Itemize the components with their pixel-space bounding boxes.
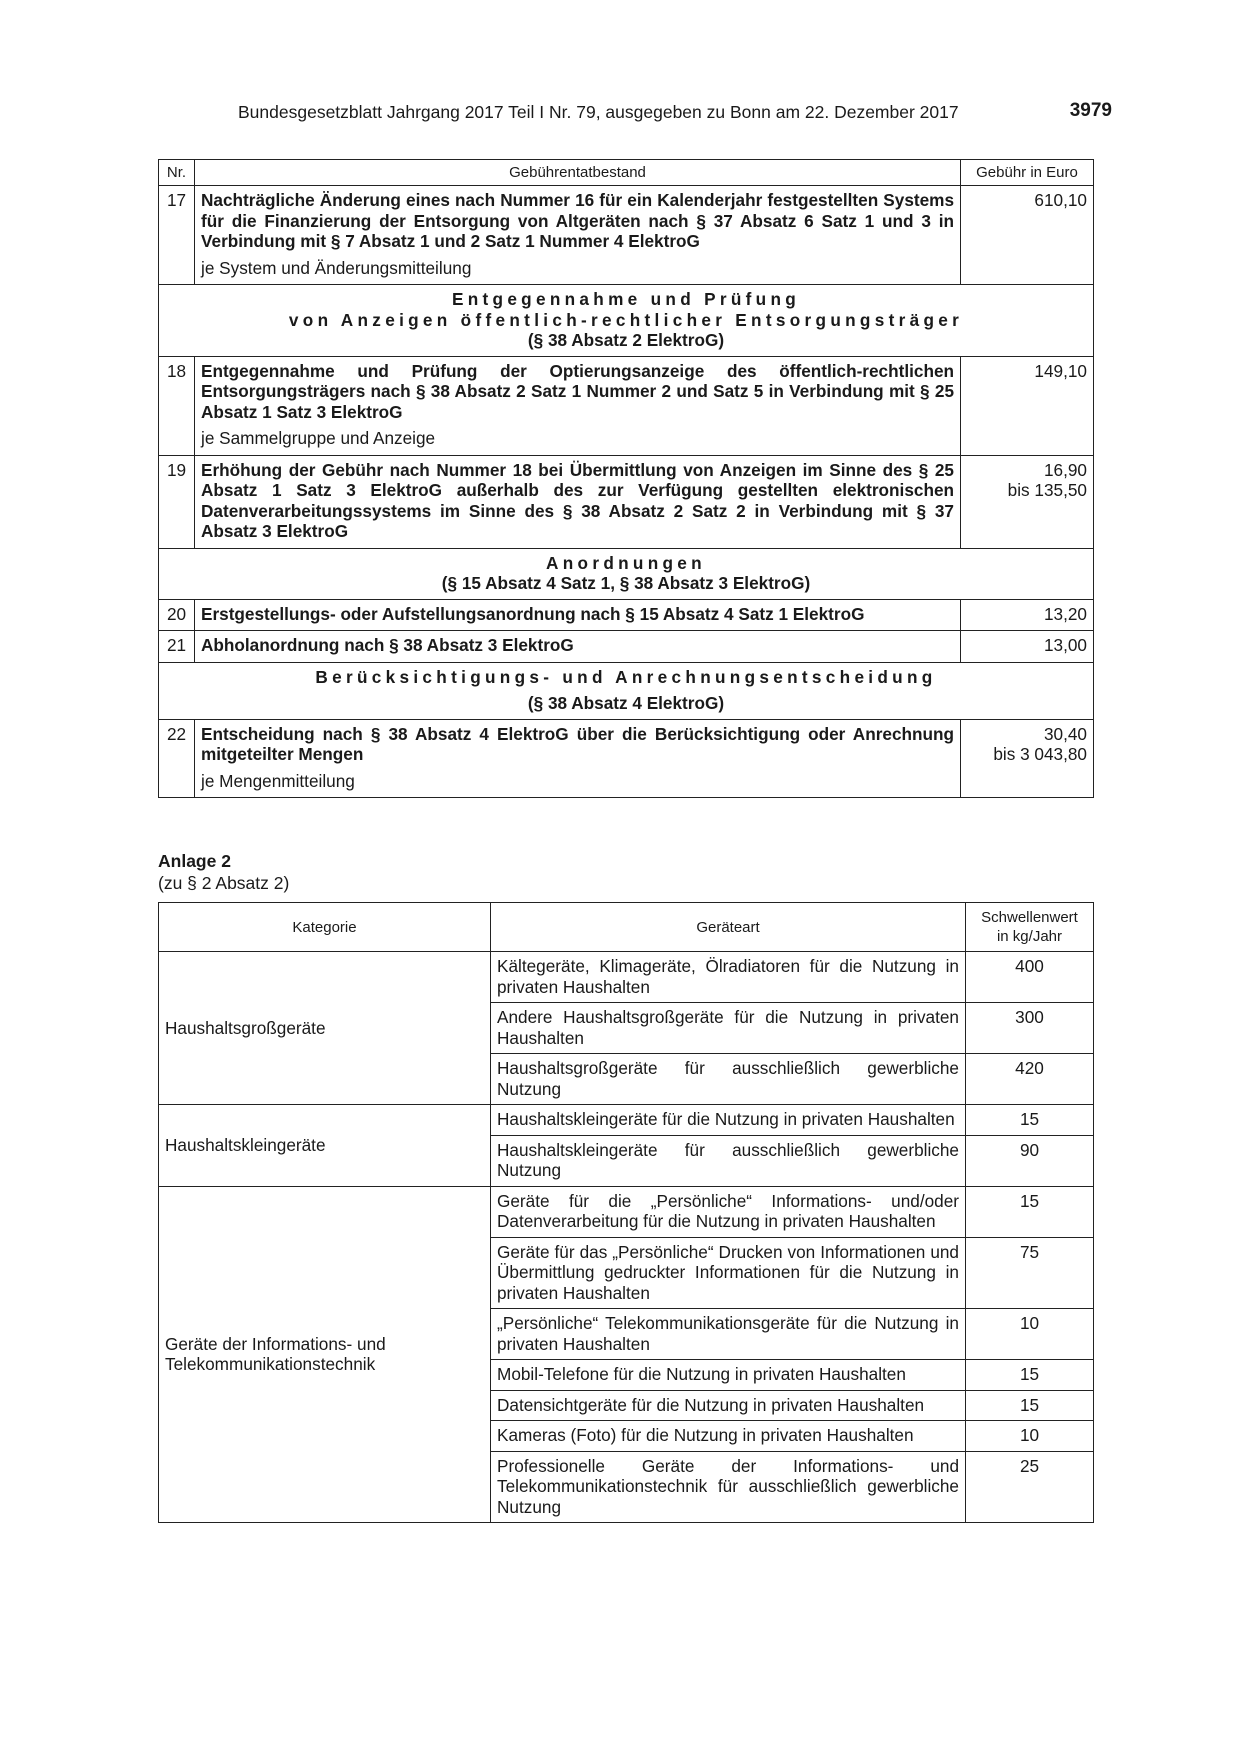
section-title: Berücksichtigungs- und Anrechnungsentscheidung <box>315 666 937 687</box>
threshold-value: 25 <box>966 1451 1094 1523</box>
running-header <box>238 100 1112 126</box>
device-type: Geräte für die „Persönliche“ Informations- und/oder Datenverarbeitung für die Nutzung in privaten Haushalten <box>491 1186 966 1237</box>
threshold-table <box>158 902 1094 1523</box>
threshold-value: 400 <box>966 952 1094 1003</box>
row-number: 21 <box>159 631 195 663</box>
section-heading <box>159 285 1094 357</box>
table-row <box>159 186 1094 285</box>
threshold-value: 15 <box>966 1360 1094 1391</box>
fee-description <box>195 719 961 798</box>
fee-amount: 149,10 <box>961 356 1094 455</box>
section-reference: (§ 15 Absatz 4 Satz 1, § 38 Absatz 3 ElektroG) <box>441 573 811 593</box>
fee-basis: je Sammelgruppe und Anzeige <box>201 428 436 448</box>
section-subtitle: von Anzeigen öffentlich-rechtlicher Entsorgungsträger <box>288 309 964 330</box>
column-header-nr: Nr. <box>159 160 195 186</box>
fee-description <box>195 631 961 663</box>
table-row <box>159 719 1094 798</box>
category-line: Geräte der Informations- und <box>165 1333 386 1354</box>
threshold-value: 90 <box>966 1135 1094 1186</box>
row-number: 22 <box>159 719 195 798</box>
device-type: „Persönliche“ Telekommunikationsgeräte für die Nutzung in privaten Haushalten <box>491 1309 966 1360</box>
fee-amount <box>961 455 1094 548</box>
device-type: Haushaltskleingeräte für ausschließlich gewerbliche Nutzung <box>491 1135 966 1186</box>
section-heading-row <box>159 548 1094 599</box>
row-number: 18 <box>159 356 195 455</box>
column-header-schwellenwert <box>966 903 1094 952</box>
fee-title: Entscheidung nach § 38 Absatz 4 ElektroG über die Berücksichtigung oder Anrechnung mitgeteilter Mengen <box>201 723 954 764</box>
fee-amount: 13,00 <box>961 631 1094 663</box>
category-cell: Haushaltsgroßgeräte <box>159 952 491 1105</box>
threshold-value: 15 <box>966 1186 1094 1237</box>
fee-description <box>195 356 961 455</box>
fee-amount <box>961 719 1094 798</box>
fee-title: Erhöhung der Gebühr nach Nummer 18 bei Übermittlung von Anzeigen im Sinne des § 25 Absatz 1 Satz 3 ElektroG außerhalb des zur Verfügung gestellten elektronischen Datenverarbeitungssystems im Sinne des § 38 Absatz 2 Satz 2 in Verbindung mit § 37 Absatz 3 ElektroG <box>201 459 954 541</box>
section-heading-row <box>159 662 1094 719</box>
fee-amount: 610,10 <box>961 186 1094 285</box>
table-row <box>159 356 1094 455</box>
fee-max: bis 3 043,80 <box>993 744 1087 764</box>
fee-basis: je System und Änderungsmitteilung <box>201 257 472 278</box>
table-row <box>159 1186 1094 1237</box>
threshold-value: 15 <box>966 1390 1094 1421</box>
threshold-value: 10 <box>966 1421 1094 1452</box>
page-number: 3979 <box>1069 100 1112 121</box>
device-type: Kältegeräte, Klimageräte, Ölradiatoren für die Nutzung in privaten Haushalten <box>491 952 966 1003</box>
fee-min: 16,90 <box>1043 459 1087 480</box>
category-line: Telekommunikationstechnik <box>165 1354 376 1375</box>
header-title: Bundesgesetzblatt Jahrgang 2017 Teil I Nr. 79, ausgegeben zu Bonn am 22. Dezember 2017 <box>238 102 959 122</box>
fee-description <box>195 599 961 631</box>
device-type: Haushaltskleingeräte für die Nutzung in privaten Haushalten <box>491 1105 966 1136</box>
fee-min: 30,40 <box>1043 723 1087 744</box>
column-header-fee: Gebühr in Euro <box>961 160 1094 186</box>
column-header-description: Gebührentatbestand <box>195 160 961 186</box>
column-header-line: Schwellenwert <box>981 909 1078 926</box>
fee-title: Entgegennahme und Prüfung der Optierungsanzeige des öffentlich-rechtlichen Entsorgungsträgers nach § 38 Absatz 2 Satz 1 Nummer 2 und Satz 5 in Verbindung mit § 25 Absatz 1 Satz 3 ElektroG <box>201 360 954 422</box>
threshold-value: 15 <box>966 1105 1094 1136</box>
column-header-geraeteart: Geräteart <box>491 903 966 952</box>
threshold-value: 75 <box>966 1237 1094 1309</box>
device-type: Andere Haushaltsgroßgeräte für die Nutzung in privaten Haushalten <box>491 1003 966 1054</box>
device-type: Professionelle Geräte der Informations- und Telekommunikationstechnik für ausschließlich gewerbliche Nutzung <box>491 1451 966 1523</box>
table-row <box>159 631 1094 663</box>
table-row <box>159 1105 1094 1136</box>
section-title: Anordnungen <box>546 552 706 573</box>
category-cell: Haushaltskleingeräte <box>159 1105 491 1187</box>
fee-description <box>195 455 961 548</box>
column-header-kategorie: Kategorie <box>159 903 491 952</box>
threshold-value: 420 <box>966 1054 1094 1105</box>
row-number: 20 <box>159 599 195 631</box>
section-title: Entgegennahme und Prüfung <box>451 289 801 309</box>
device-type: Kameras (Foto) für die Nutzung in privaten Haushalten <box>491 1421 966 1452</box>
section-reference: (§ 38 Absatz 4 ElektroG) <box>527 693 725 713</box>
device-type: Datensichtgeräte für die Nutzung in privaten Haushalten <box>491 1390 966 1421</box>
fee-description <box>195 186 961 285</box>
table-row <box>159 952 1094 1003</box>
threshold-value: 10 <box>966 1309 1094 1360</box>
category-cell <box>159 1186 491 1523</box>
section-heading <box>159 548 1094 599</box>
fee-table <box>158 159 1094 798</box>
fee-title: Nachträgliche Änderung eines nach Nummer 16 für ein Kalenderjahr festgestellten Systems für die Finanzierung der Entsorgung von Altgeräten nach § 37 Absatz 6 Satz 1 und 3 in Verbindung mit § 7 Absatz 1 und 2 Satz 1 Nummer 4 ElektroG <box>201 190 954 251</box>
section-reference: (§ 38 Absatz 2 ElektroG) <box>527 330 725 350</box>
annex-reference: (zu § 2 Absatz 2) <box>158 873 290 893</box>
fee-title: Erstgestellungs- oder Aufstellungsanordnung nach § 15 Absatz 4 Satz 1 ElektroG <box>201 603 865 624</box>
row-number: 17 <box>159 186 195 285</box>
fee-basis: je Mengenmitteilung <box>201 770 355 791</box>
device-type: Haushaltsgroßgeräte für ausschließlich gewerbliche Nutzung <box>491 1054 966 1105</box>
device-type: Mobil-Telefone für die Nutzung in privaten Haushalten <box>491 1360 966 1391</box>
section-heading-row <box>159 285 1094 357</box>
threshold-value: 300 <box>966 1003 1094 1054</box>
annex-heading <box>158 850 289 894</box>
table-row <box>159 455 1094 548</box>
annex-title: Anlage 2 <box>158 851 231 871</box>
threshold-table-header <box>159 903 1094 952</box>
fee-title: Abholanordnung nach § 38 Absatz 3 ElektroG <box>201 635 574 655</box>
fee-max: bis 135,50 <box>1007 480 1087 500</box>
section-heading <box>159 662 1094 719</box>
fee-table-header <box>159 160 1094 186</box>
table-row <box>159 599 1094 631</box>
column-header-line: in kg/Jahr <box>996 928 1063 945</box>
row-number: 19 <box>159 455 195 548</box>
device-type: Geräte für das „Persönliche“ Drucken von Informationen und Übermittlung gedruckter Informationen für die Nutzung in privaten Haushalten <box>491 1237 966 1309</box>
fee-amount: 13,20 <box>961 599 1094 631</box>
